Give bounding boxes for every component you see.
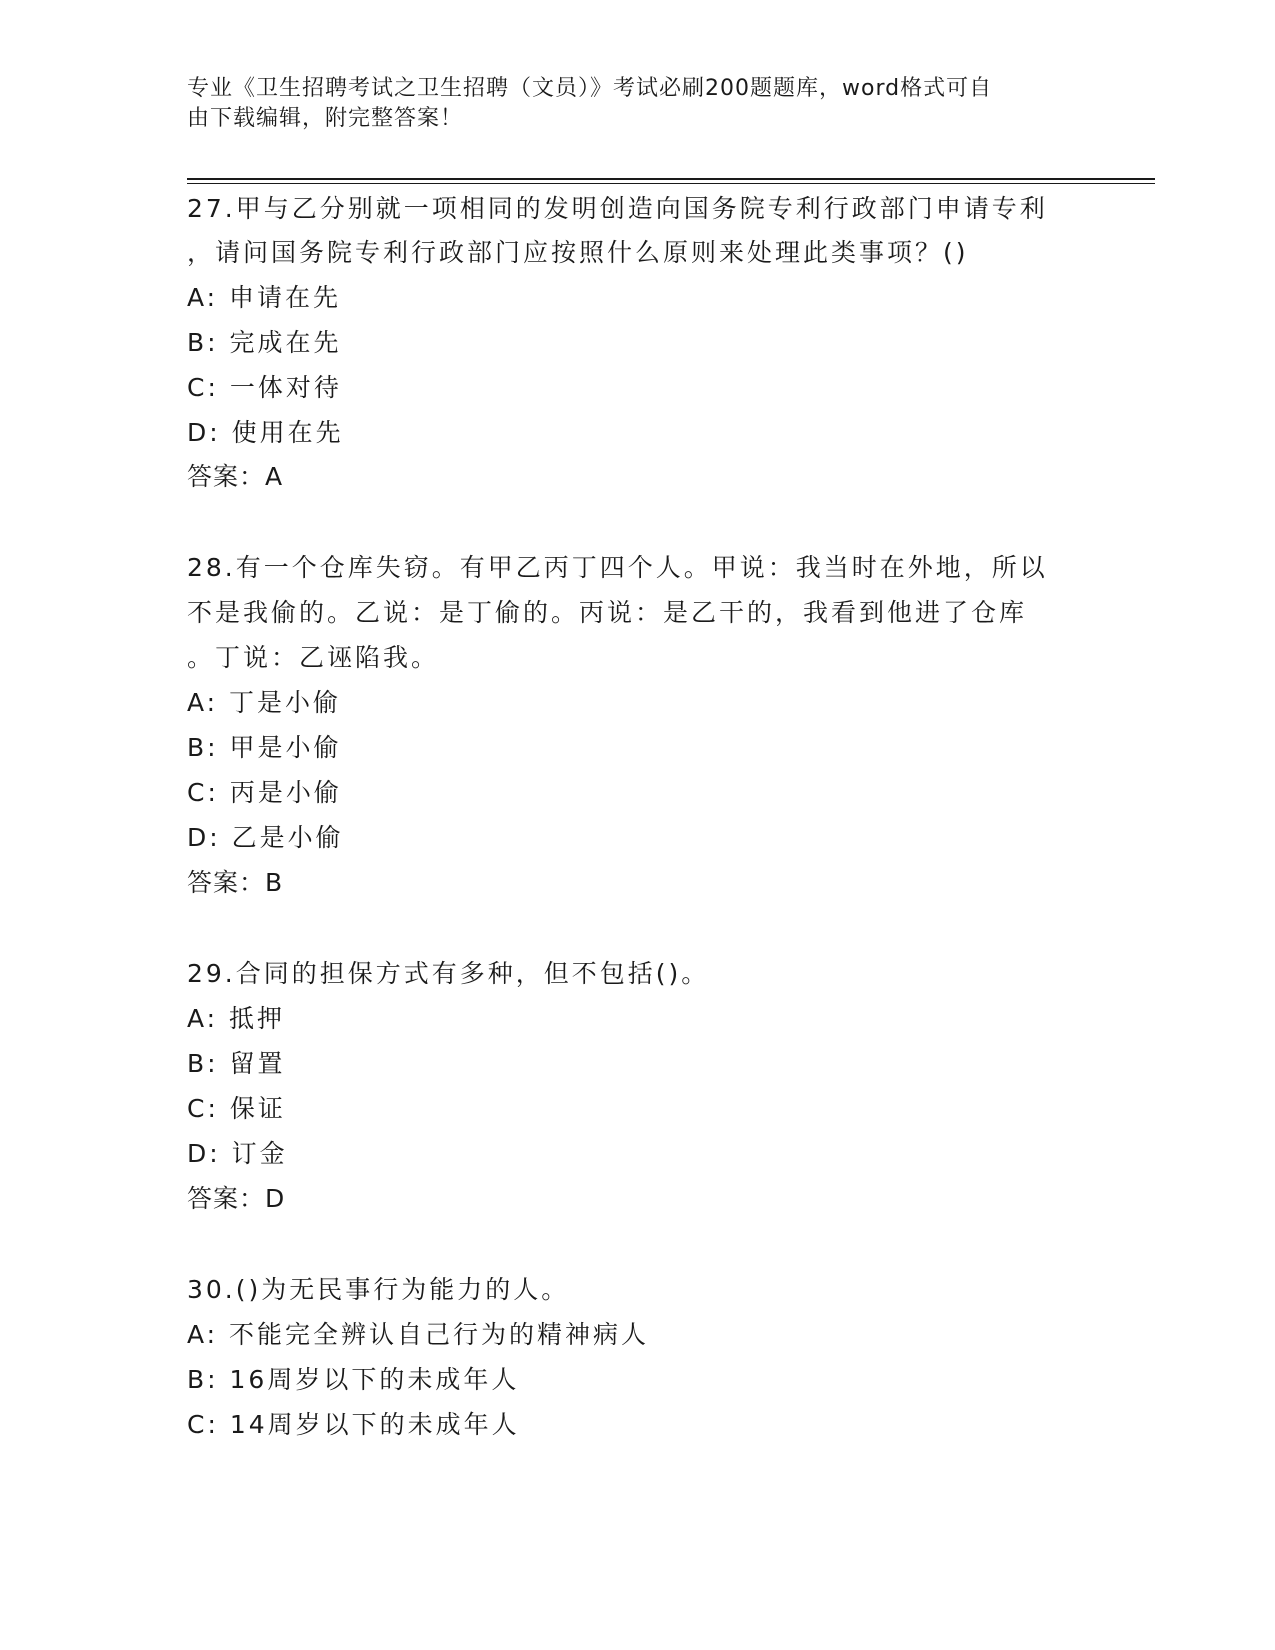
question-28-stem-line-1: 28.有一个仓库失窃。有甲乙丙丁四个人。甲说：我当时在外地，所以 [187, 553, 1048, 582]
question-28-option-b: B: 甲是小偷 [187, 733, 342, 762]
question-29-option-c: C: 保证 [187, 1094, 286, 1123]
question-28-option-a: A: 丁是小偷 [187, 688, 342, 717]
question-30-option-c: C: 14周岁以下的未成年人 [187, 1410, 520, 1439]
question-27-option-b: B: 完成在先 [187, 328, 342, 357]
question-28-stem-line-3: 。丁说：乙诬陷我。 [187, 643, 440, 672]
question-29-answer: 答案：D [187, 1184, 286, 1213]
question-27-stem-line-2: ，请问国务院专利行政部门应按照什么原则来处理此类事项？() [187, 238, 969, 267]
header-line-1: 专业《卫生招聘考试之卫生招聘（文员）》考试必刷200题题库，word格式可自 [187, 76, 993, 101]
question-27-option-c: C: 一体对待 [187, 373, 342, 402]
question-28-stem-line-2: 不是我偷的。乙说：是丁偷的。丙说：是乙干的，我看到他进了仓库 [187, 598, 1028, 627]
question-29-option-a: A: 抵押 [187, 1004, 286, 1033]
question-29-stem-line-1: 29.合同的担保方式有多种，但不包括()。 [187, 959, 710, 988]
question-29-option-d: D: 订金 [187, 1139, 288, 1168]
header-line-2: 由下载编辑，附完整答案！ [187, 106, 464, 131]
question-28-answer: 答案：B [187, 868, 284, 897]
header-divider-thick [187, 178, 1155, 180]
question-27-option-a: A: 申请在先 [187, 283, 342, 312]
header-divider-thin [187, 183, 1155, 184]
question-27-answer: 答案：A [187, 462, 284, 491]
question-29-option-b: B: 留置 [187, 1049, 286, 1078]
question-27-stem-line-1: 27.甲与乙分别就一项相同的发明创造向国务院专利行政部门申请专利 [187, 194, 1048, 223]
question-30-stem-line-1: 30.()为无民事行为能力的人。 [187, 1275, 570, 1304]
question-27-option-d: D: 使用在先 [187, 418, 344, 447]
question-28-option-d: D: 乙是小偷 [187, 823, 344, 852]
document-header [187, 74, 1067, 134]
question-30-option-a: A: 不能完全辨认自己行为的精神病人 [187, 1320, 650, 1349]
question-28-option-c: C: 丙是小偷 [187, 778, 342, 807]
question-30-option-b: B: 16周岁以下的未成年人 [187, 1365, 520, 1394]
